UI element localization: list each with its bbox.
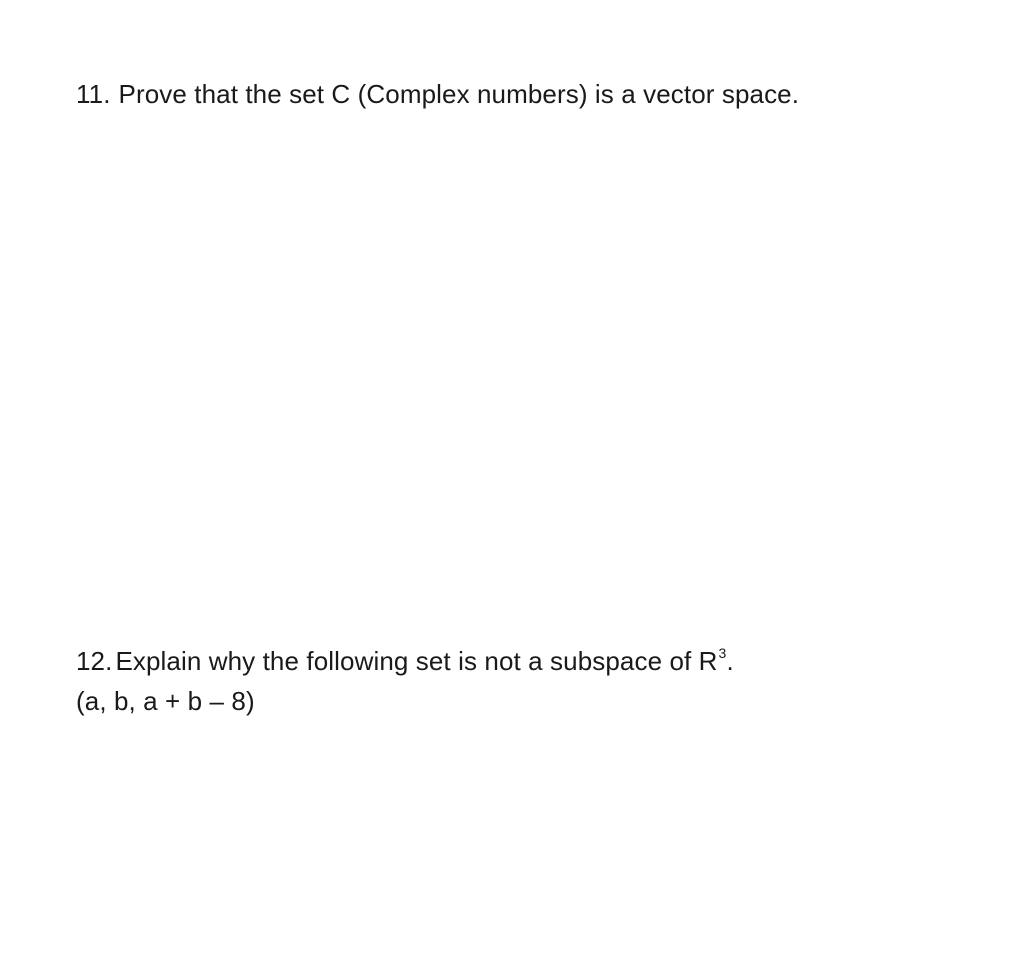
question-12-text: Explain why the following set is not a subspace of R — [115, 646, 718, 676]
question-12-expression: (a, b, a + b – 8) — [76, 686, 255, 716]
question-11-text: Prove that the set C (Complex numbers) is a vector space. — [118, 79, 800, 109]
question-12 — [76, 643, 734, 719]
question-12-line — [76, 643, 734, 683]
question-12-period: . — [726, 646, 734, 676]
question-12-number: 12. — [76, 646, 113, 676]
question-11-number: 11. — [76, 79, 111, 109]
question-11-line — [76, 76, 799, 112]
question-11 — [76, 76, 799, 112]
question-12-superscript: 3 — [718, 645, 727, 661]
